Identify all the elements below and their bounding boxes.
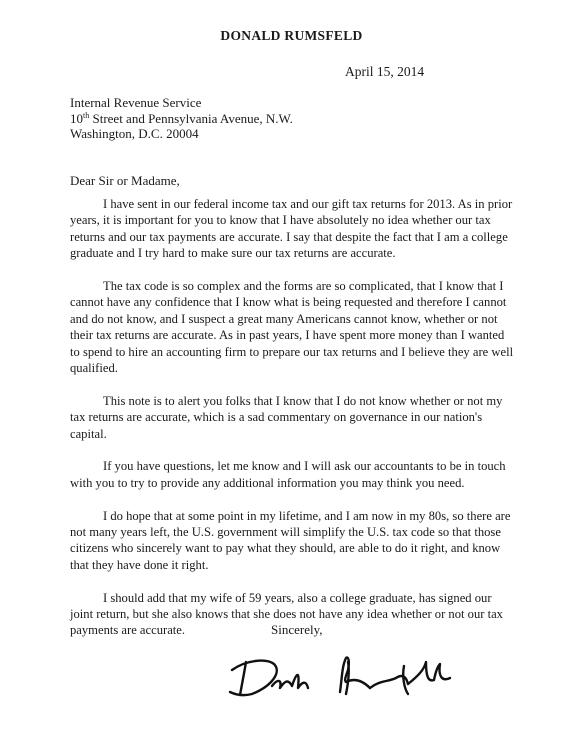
body-paragraph-2: The tax code is so complex and the forms are so complicated, that I know that I cannot have any confidence that I know what is being requested and therefore I cannot and do not know, and I suspect a great many Americans cannot know, whether or not their tax returns are accurate. As in past years, I have spent more money than I wanted to spend to hire an accounting firm to prepare our tax returns and I believe they are well qualified. bbox=[70, 279, 514, 376]
body-paragraph-3: This note is to alert you folks that I know that I do not know whether or not my tax returns are accurate, which is a sad commentary on governance in our nation's capital. bbox=[70, 393, 503, 441]
handwritten-signature bbox=[222, 648, 462, 700]
letterhead-name: DONALD RUMSFELD bbox=[220, 28, 363, 43]
address-line-3: Washington, D.C. 20004 bbox=[70, 126, 199, 141]
letter-date: April 15, 2014 bbox=[345, 64, 425, 79]
body-paragraph-1: I have sent in our federal income tax and our gift tax returns for 2013. As in prior years, it is important for you to know that I have absolutely no idea whether our tax returns and our tax payments are accurate. I say that despite the fact that I am a college graduate and I try hard to make sure our tax returns are accurate. bbox=[70, 197, 513, 261]
address-line-1: Internal Revenue Service bbox=[70, 95, 202, 110]
closing: Sincerely, bbox=[271, 622, 323, 637]
body-paragraph-4: If you have questions, let me know and I will ask our accountants to be in touch with you to try to provide any additional information you may think you need. bbox=[70, 459, 506, 490]
street-name: Street and Pennsylvania Avenue, N.W. bbox=[89, 110, 293, 126]
street-ordinal-suffix: th bbox=[83, 110, 90, 120]
street-number: 10 bbox=[70, 110, 83, 126]
body-paragraph-5: I do hope that at some point in my lifetime, and I am now in my 80s, so there are not many years left, the U.S. government will simplify the U.S. tax code so that those citizens who sincerely want to pay what they should, are able to do it right, and know that they have done it right. bbox=[70, 508, 511, 572]
address-line-2 bbox=[70, 111, 293, 127]
salutation: Dear Sir or Madame, bbox=[70, 173, 180, 188]
recipient-address bbox=[70, 95, 293, 142]
signature-graphic bbox=[222, 648, 462, 700]
body-paragraph-6: I should add that my wife of 59 years, also a college graduate, has signed our joint return, but she also knows that she does not have any idea whether or not our tax payments are accurate. bbox=[70, 590, 503, 638]
letter-body bbox=[70, 196, 516, 655]
